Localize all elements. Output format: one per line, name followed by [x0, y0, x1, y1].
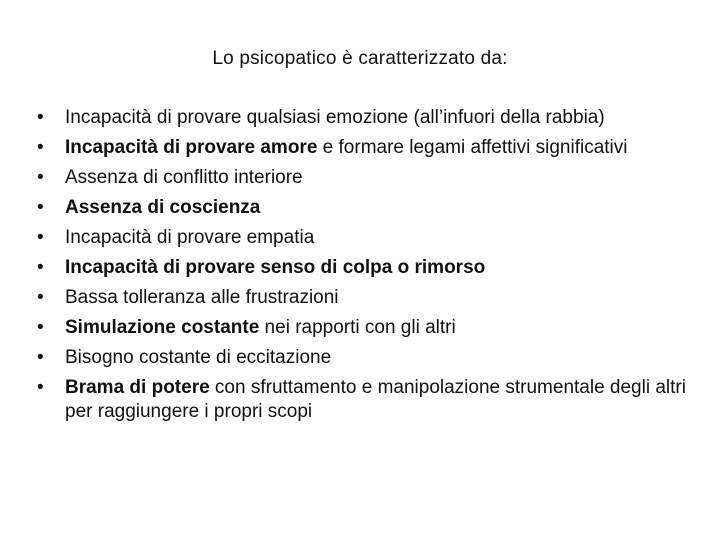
- list-item-text: [65, 166, 693, 190]
- list-item-plain-text: Assenza di conflitto interiore: [65, 167, 303, 188]
- list-item-plain-text: Incapacità di provare qualsiasi emozione (all’infuori della rabbia): [65, 107, 605, 128]
- list-item-bold-text: Assenza di coscienza: [65, 197, 261, 218]
- list-item-text: [65, 136, 693, 160]
- bullet-icon: •: [37, 257, 44, 278]
- list-item-text: [65, 316, 693, 340]
- bullet-icon: •: [37, 167, 44, 188]
- list-item: [37, 376, 693, 424]
- list-item-text: [65, 106, 693, 130]
- list-item-plain-text: nei rapporti con gli altri: [259, 317, 456, 338]
- list-item-bold-text: Incapacità di provare amore: [65, 137, 318, 158]
- list-item-bold-text: Simulazione costante: [65, 317, 260, 338]
- bullet-icon: •: [37, 317, 44, 338]
- bullet-icon: •: [37, 227, 44, 248]
- list-item-plain-text: con sfruttamento e manipolazione strumentale degli altri per raggiungere i propri scopi: [65, 377, 686, 422]
- list-item: [37, 136, 693, 160]
- list-item-plain-text: Incapacità di provare empatia: [65, 227, 315, 248]
- list-item-text: [65, 286, 693, 310]
- slide-title: Lo psicopatico è caratterizzato da:: [212, 48, 508, 69]
- list-item: [37, 316, 693, 340]
- list-item: [37, 196, 693, 220]
- bullet-icon: •: [37, 347, 44, 368]
- bullet-icon: •: [37, 377, 44, 398]
- list-item-plain-text: Bassa tolleranza alle frustrazioni: [65, 287, 339, 308]
- list-item-text: [65, 346, 693, 370]
- bullet-icon: •: [37, 107, 44, 128]
- list-item-plain-text: Bisogno costante di eccitazione: [65, 347, 332, 368]
- list-item-bold-text: Brama di potere: [65, 377, 210, 398]
- trait-list: [37, 106, 693, 430]
- list-item: [37, 346, 693, 370]
- bullet-icon: •: [37, 287, 44, 308]
- bullet-icon: •: [37, 197, 44, 218]
- list-item: [37, 166, 693, 190]
- list-item-text: [65, 226, 693, 250]
- list-item-plain-text: e formare legami affettivi significativi: [317, 137, 628, 158]
- list-item-bold-text: Incapacità di provare senso di colpa o rimorso: [65, 257, 486, 278]
- list-item: [37, 226, 693, 250]
- bullet-icon: •: [37, 137, 44, 158]
- list-item: [37, 286, 693, 310]
- list-item-text: [65, 376, 693, 424]
- list-item: [37, 106, 693, 130]
- list-item-text: [65, 196, 693, 220]
- list-item-text: [65, 256, 693, 280]
- list-item: [37, 256, 693, 280]
